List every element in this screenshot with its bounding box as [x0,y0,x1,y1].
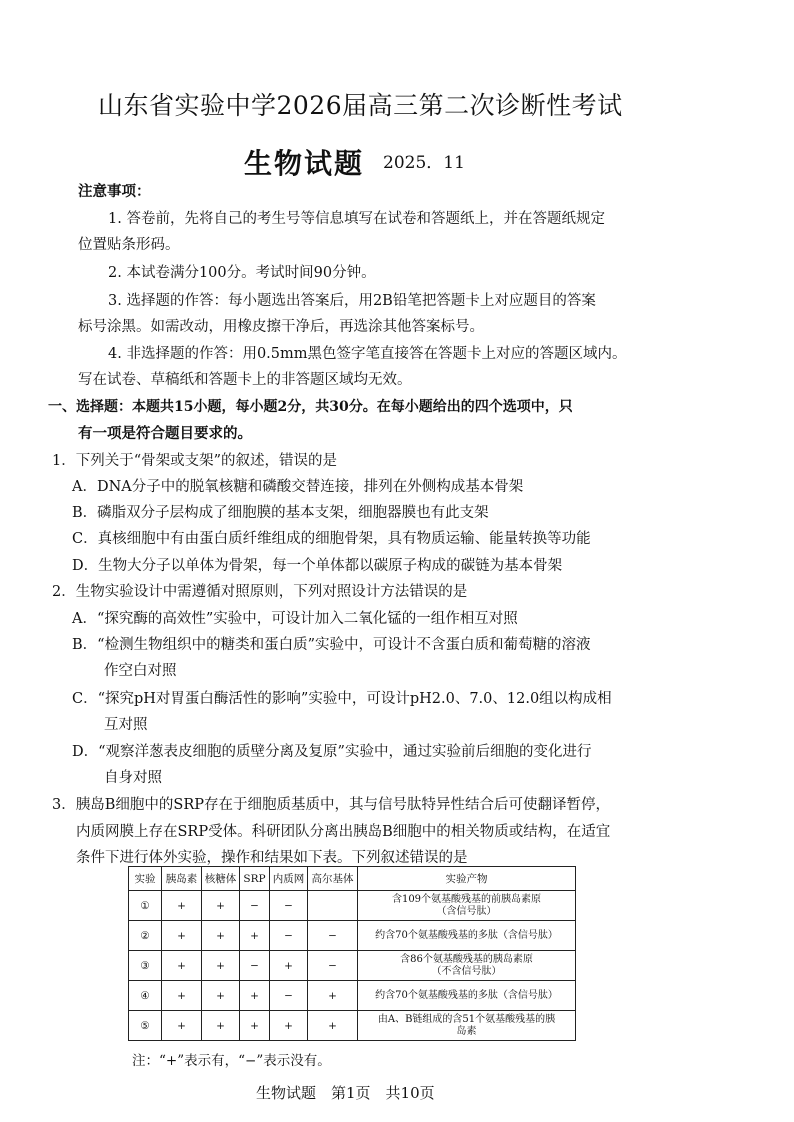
product-line: 含86个氨基酸残基的胰岛素原 [400,953,533,965]
table-cell: + [240,1011,270,1041]
question-1-stem: 1．下列关于“骨架或支架”的叙述，错误的是 [52,453,338,469]
page-footer: 生物试题 第1页 共10页 [256,1084,435,1102]
question-2-option-b: B．“检测生物组织中的糖类和蛋白质”实验中，可设计不含蛋白质和葡萄糖的溶液 [72,637,591,653]
table-cell: + [240,981,270,1011]
notice-line: 位置贴条形码。 [78,237,180,253]
table-cell: ④ [129,981,162,1011]
table-cell: + [162,891,202,921]
table-cell: − [270,981,308,1011]
table-cell: + [202,1011,240,1041]
table-header: 内质网 [270,867,308,891]
table-cell: − [240,891,270,921]
table-cell: + [162,981,202,1011]
question-2-option-d: D．“观察洋葱表皮细胞的质壁分离及复原”实验中，通过实验前后细胞的变化进行 [72,744,592,760]
notice-line: 3. 选择题的作答：每小题选出答案后，用2B铅笔把答题卡上对应题目的答案 [108,293,596,309]
table-cell: ① [129,891,162,921]
question-2-option-d-cont: 自身对照 [104,770,162,786]
table-row [129,1011,576,1041]
table-cell: − [270,891,308,921]
section-heading-cont: 有一项是符合题目要求的。 [78,425,252,442]
table-cell: + [202,921,240,951]
product-line: 约含70个氨基酸残基的多肽（含信号肽） [375,989,558,1001]
section-heading: 一、选择题：本题共15小题，每小题2分，共30分。在每小题给出的四个选项中，只 [48,399,573,415]
exam-title: 山东省实验中学2026届高三第二次诊断性考试 [98,91,623,120]
table-row [129,891,576,921]
question-2-option-c: C．“探究pH对胃蛋白酶活性的影响”实验中，可设计pH2.0、7.0、12.0组以构成相 [72,691,612,707]
table-note: 注：“+”表示有，“−”表示没有。 [132,1053,331,1069]
product-line: 岛素 [456,1025,477,1037]
product-line: 含109个氨基酸残基的前胰岛素原 [391,893,542,905]
question-1-option-c: C．真核细胞中有由蛋白质纤维组成的细胞骨架，具有物质运输、能量转换等功能 [72,531,591,547]
table-header: 实验产物 [358,867,576,891]
question-3-stem-cont: 条件下进行体外实验，操作和结果如下表。下列叙述错误的是 [76,850,468,866]
table-cell: + [202,981,240,1011]
table-header-row [129,867,576,891]
question-1-option-a: A．DNA分子中的脱氧核糖和磷酸交替连接，排列在外侧构成基本骨架 [72,479,524,495]
notice-line: 2. 本试卷满分100分。考试时间90分钟。 [108,265,376,281]
table-cell: − [240,951,270,981]
exam-date: 2025．11 [383,153,465,173]
table-header: 核糖体 [202,867,240,891]
table-cell: ③ [129,951,162,981]
notice-heading: 注意事项： [78,183,151,200]
table-header: 胰岛素 [162,867,202,891]
table-cell-product [358,981,576,1011]
table-row [129,981,576,1011]
table-row [129,951,576,981]
table-cell: − [270,921,308,951]
question-2-option-b-cont: 作空白对照 [104,663,177,679]
table-cell: + [270,951,308,981]
question-2-stem: 2．生物实验设计中需遵循对照原则，下列对照设计方法错误的是 [52,584,468,600]
notice-line: 写在试卷、草稿纸和答题卡上的非答题区域均无效。 [78,372,412,388]
product-line: （含信号肽） [436,905,497,917]
table-cell-product [358,891,576,921]
product-line: 约含70个氨基酸残基的多肽（含信号肽） [375,929,558,941]
table-header: 高尔基体 [308,867,358,891]
table-cell: ② [129,921,162,951]
subject-title: 生物试题 [244,147,365,180]
notice-line: 4. 非选择题的作答：用0.5mm黑色签字笔直接答在答题卡上对应的答题区域内。 [108,346,627,362]
table-cell: + [162,951,202,981]
question-3-stem-cont: 内质网膜上存在SRP受体。科研团队分离出胰岛B细胞中的相关物质或结构，在适宜 [76,824,611,840]
table-header: SRP [240,867,270,891]
table-cell-product [358,951,576,981]
table-cell-product [358,921,576,951]
question-2-option-a: A．“探究酶的高效性”实验中，可设计加入二氧化锰的一组作相互对照 [72,611,518,627]
question-1-option-b: B．磷脂双分子层构成了细胞膜的基本支架，细胞器膜也有此支架 [72,505,489,521]
table-cell [308,891,358,921]
question-2-option-c-cont: 互对照 [104,717,148,733]
table-cell: + [308,981,358,1011]
table-header: 实验 [129,867,162,891]
table-cell: + [162,921,202,951]
table-cell-product [358,1011,576,1041]
question-1-option-d: D．生物大分子以单体为骨架，每一个单体都以碳原子构成的碳链为基本骨架 [72,558,563,574]
question-3-stem: 3．胰岛B细胞中的SRP存在于细胞质基质中，其与信号肽特异性结合后可使翻译暂停， [52,797,610,813]
table-cell: − [308,921,358,951]
notice-line: 1. 答卷前，先将自己的考生号等信息填写在试卷和答题纸上，并在答题纸规定 [108,211,605,227]
table-cell: + [162,1011,202,1041]
table-cell: ⑤ [129,1011,162,1041]
table-cell: + [202,891,240,921]
table-cell: + [202,951,240,981]
table-cell: − [308,951,358,981]
product-line: （不含信号肽） [431,965,502,977]
notice-line: 标号涂黑。如需改动，用橡皮擦干净后，再选涂其他答案标号。 [78,319,484,335]
table-cell: + [308,1011,358,1041]
product-line: 由A、B链组成的含51个氨基酸残基的胰 [377,1013,556,1025]
table-row [129,921,576,951]
table-cell: + [240,921,270,951]
experiment-table [128,866,576,1041]
table-cell: + [270,1011,308,1041]
